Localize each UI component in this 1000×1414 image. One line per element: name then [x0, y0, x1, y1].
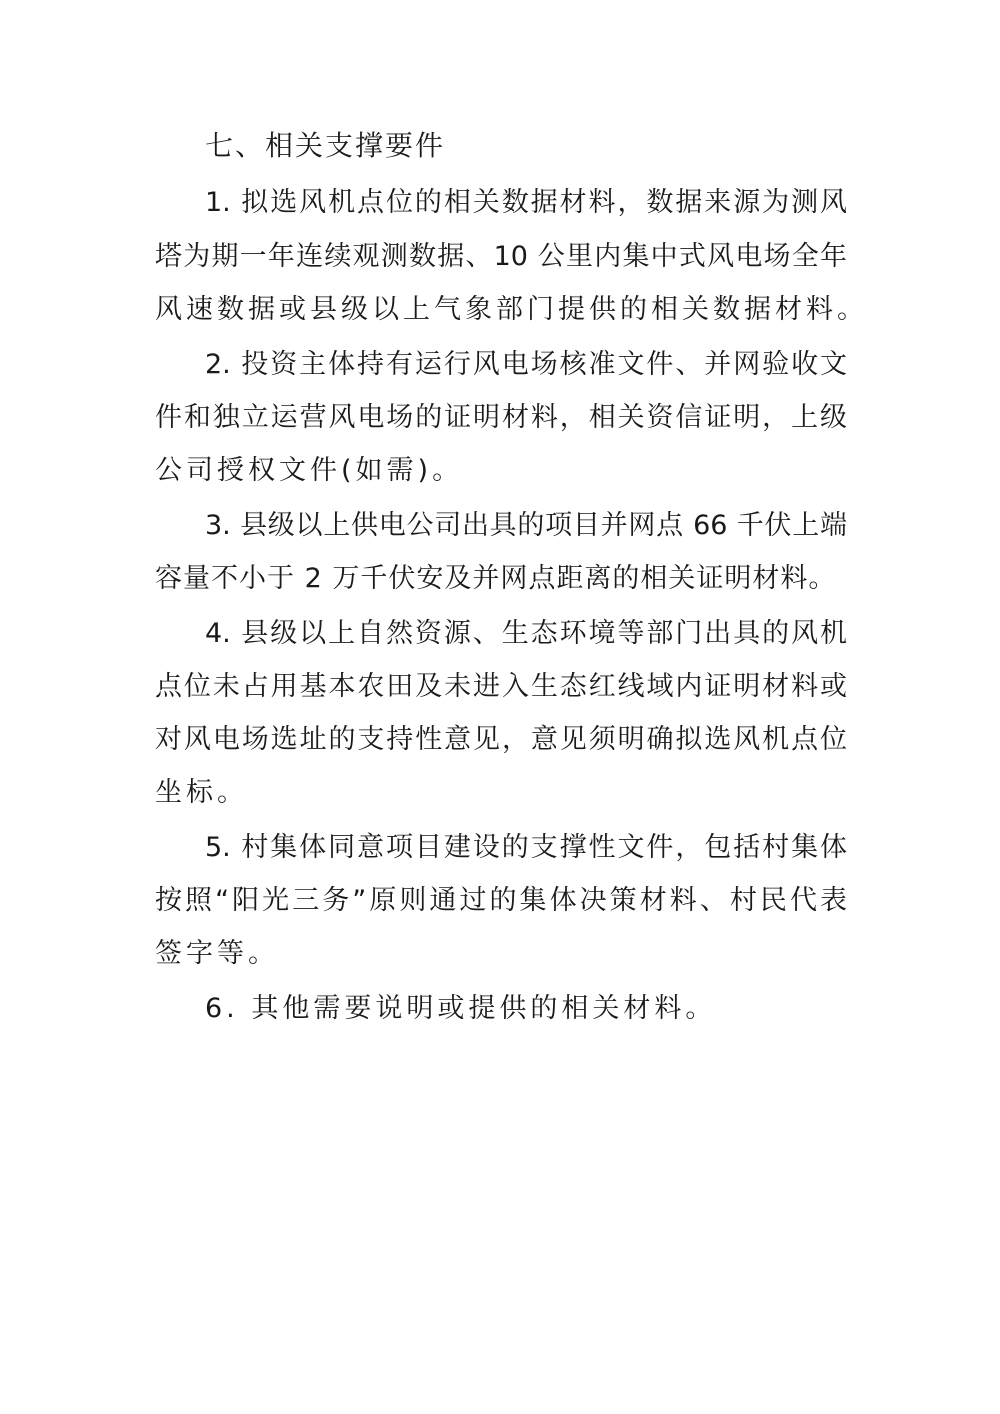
item-1-line-3: 风速数据或县级以上气象部门提供的相关数据材料。: [155, 294, 868, 325]
item-3-line-1: 3. 县级以上供电公司出具的项目并网点 66 千伏上端: [205, 510, 847, 541]
item-4-line-4: 坐标。: [155, 777, 248, 808]
item-3-line-2: 容量不小于 2 万千伏安及并网点距离的相关证明材料。: [155, 563, 837, 594]
item-4-line-3: 对风电场选址的支持性意见，意见须明确拟选风机点位: [155, 724, 847, 755]
item-2-line-3: 公司授权文件(如需)。: [155, 455, 464, 486]
item-4-line-1: 4. 县级以上自然资源、生态环境等部门出具的风机: [205, 618, 847, 649]
item-5-line-1: 5. 村集体同意项目建设的支撑性文件，包括村集体: [205, 832, 847, 863]
item-1-line-2: 塔为期一年连续观测数据、10 公里内集中式风电场全年: [155, 241, 847, 272]
section-heading: 七、相关支撑要件: [205, 129, 446, 162]
item-2-line-1: 2. 投资主体持有运行风电场核准文件、并网验收文: [205, 349, 847, 380]
item-5-line-3: 签字等。: [155, 938, 279, 969]
item-6-line-1: 6. 其他需要说明或提供的相关材料。: [205, 993, 717, 1024]
item-2-line-2: 件和独立运营风电场的证明材料，相关资信证明，上级: [155, 402, 847, 433]
item-5-line-2: 按照“阳光三务”原则通过的集体决策材料、村民代表: [155, 885, 847, 916]
item-1-line-1: 1. 拟选风机点位的相关数据材料，数据来源为测风: [205, 187, 847, 218]
item-4-line-2: 点位未占用基本农田及未进入生态红线域内证明材料或: [155, 671, 847, 702]
